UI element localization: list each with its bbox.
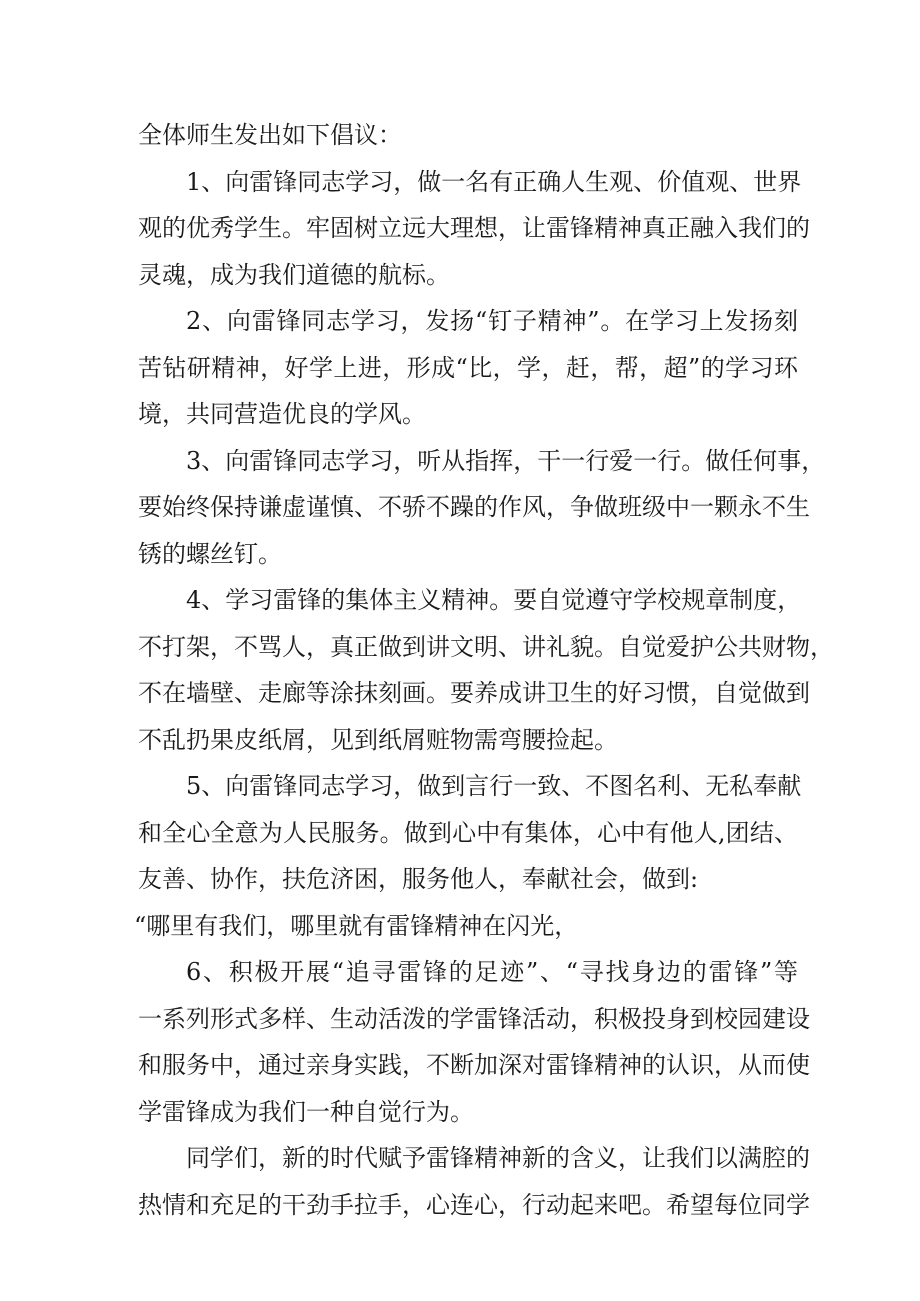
text-line: 和服务中，通过亲身实践，不断加深对雷锋精神的认识，从而使 (138, 1051, 810, 1079)
text-line: 灵魂，成为我们道德的航标。 (138, 260, 450, 289)
text-line: 和全心全意为人民服务。做到心中有集体，心中有他人,团结、 (138, 818, 798, 847)
text-line: 观的优秀学生。牢固树立远大理想，让雷锋精神真正融入我们的 (138, 214, 810, 242)
text-line: 境，共同营造优良的学风。 (138, 400, 426, 428)
document-body (134, 112, 834, 1228)
text-line: 2、向雷锋同志学习，发扬“钉子精神”。在学习上发扬刻 (186, 307, 798, 335)
text-line: 同学们，新的时代赋予雷锋精神新的含义，让我们以满腔的 (186, 1144, 810, 1172)
text-line: 5、向雷锋同志学习，做到言行一致、不图名利、无私奉献 (186, 772, 802, 800)
text-line: 热情和充足的干劲手拉手，心连心，行动起来吧。希望每位同学 (138, 1190, 810, 1219)
text-line: 不打架，不骂人，真正做到讲文明、讲礼貌。自觉爱护公共财物， (138, 632, 834, 661)
text-line: “哪里有我们，哪里就有雷锋精神在闪光， (134, 911, 579, 940)
text-line: 全体师生发出如下倡议： (138, 121, 402, 149)
text-line: 一系列形式多样、生动活泼的学雷锋活动，积极投身到校园建设 (138, 1004, 810, 1033)
text-line: 要始终保持谦虚谨慎、不骄不躁的作风，争做班级中一颗永不生 (138, 493, 810, 521)
text-line: 友善、协作，扶危济困，服务他人，奉献社会，做到: (138, 865, 699, 893)
text-line: 6、积极开展“追寻雷锋的足迹”、“寻找身边的雷锋”等 (186, 958, 798, 986)
text-line: 锈的螺丝钉。 (138, 539, 282, 568)
text-line: 3、向雷锋同志学习，听从指挥，干一行爱一行。做任何事， (186, 446, 826, 475)
text-line: 不乱扔果皮纸屑，见到纸屑赃物需弯腰捡起。 (138, 725, 618, 754)
text-line: 不在墙壁、走廊等涂抹刻画。要养成讲卫生的好习惯，自觉做到 (138, 679, 810, 707)
text-line: 学雷锋成为我们一种自觉行为。 (138, 1097, 474, 1126)
text-line: 4、学习雷锋的集体主义精神。要自觉遵守学校规章制度， (186, 586, 802, 614)
text-line: 苦钻研精神，好学上进，形成“比，学，赶，帮，超”的学习环 (138, 353, 798, 382)
text-line: 1、向雷锋同志学习，做一名有正确人生观、价值观、世界 (186, 167, 802, 196)
